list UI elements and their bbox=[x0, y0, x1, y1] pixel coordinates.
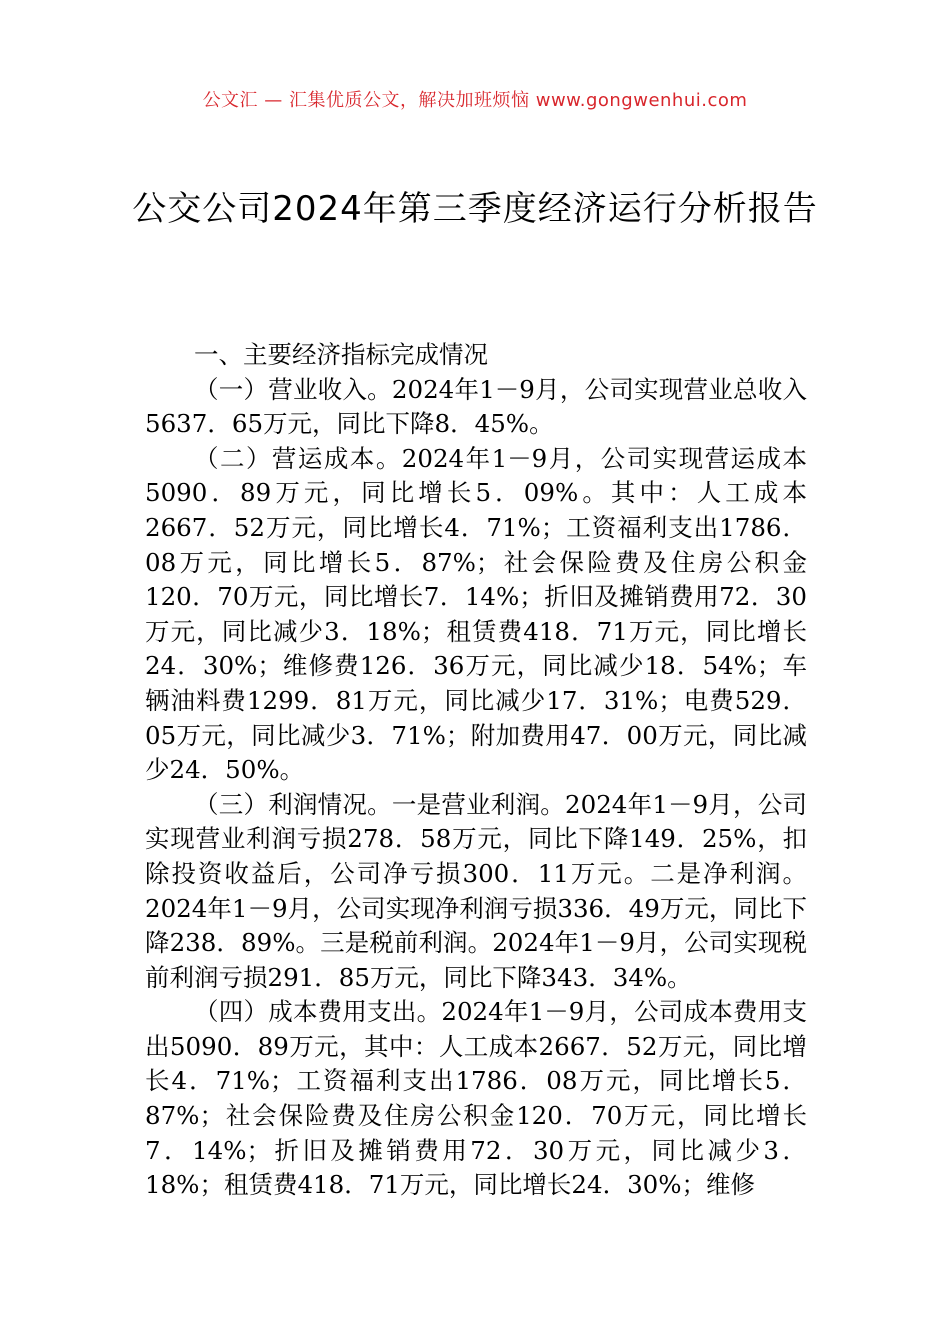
document-body bbox=[145, 338, 807, 1203]
section-heading: 一、主要经济指标完成情况 bbox=[194, 340, 488, 369]
document-title: 公交公司2024年第三季度经济运行分析报告 bbox=[132, 189, 818, 229]
paragraph-cost-expenses: （四）成本费用支出。2024年1－9月，公司成本费用支出5090．89万元，其中：人工成本2667．52万元，同比增长4．71%；工资福利支出1786．08万元，同比增长5．87%；社会保险费及住房公积金120．70万元，同比增长7．14%；折旧及摊销费用72．30万元，同比减少3．18%；租赁费418．71万元，同比增长24．30%；维修 bbox=[145, 997, 807, 1200]
paragraph-operating-cost: （二）营运成本。2024年1－9月，公司实现营运成本5090．89万元，同比增长5．09%。其中：人工成本2667．52万元，同比增长4．71%；工资福利支出1786．08万元，同比增长5．87%；社会保险费及住房公积金120．70万元，同比增长7．14%；折旧及摊销费用72．30万元，同比减少3．18%；租赁费418．71万元，同比增长24．30%；维修费126．36万元，同比减少18．54%；车辆油料费1299．81万元，同比减少17．31%；电费529．05万元，同比减少3．71%；附加费用47．00万元，同比减少24．50%。 bbox=[145, 443, 807, 785]
site-banner: 公文汇 — 汇集优质公文，解决加班烦恼 www.gongwenhui.com bbox=[202, 90, 748, 111]
paragraph-revenue: （一）营业收入。2024年1－9月，公司实现营业总收入5637．65万元，同比下降8．45%。 bbox=[145, 374, 807, 439]
paragraph-profit: （三）利润情况。一是营业利润。2024年1－9月，公司实现营业利润亏损278．58万元，同比下降149．25%，扣除投资收益后，公司净亏损300．11万元。二是净利润。2024年1－9月，公司实现净利润亏损336．49万元，同比下降238．89%。三是税前利润。2024年1－9月，公司实现税前利润亏损291．85万元，同比下降343．34%。 bbox=[145, 789, 807, 992]
